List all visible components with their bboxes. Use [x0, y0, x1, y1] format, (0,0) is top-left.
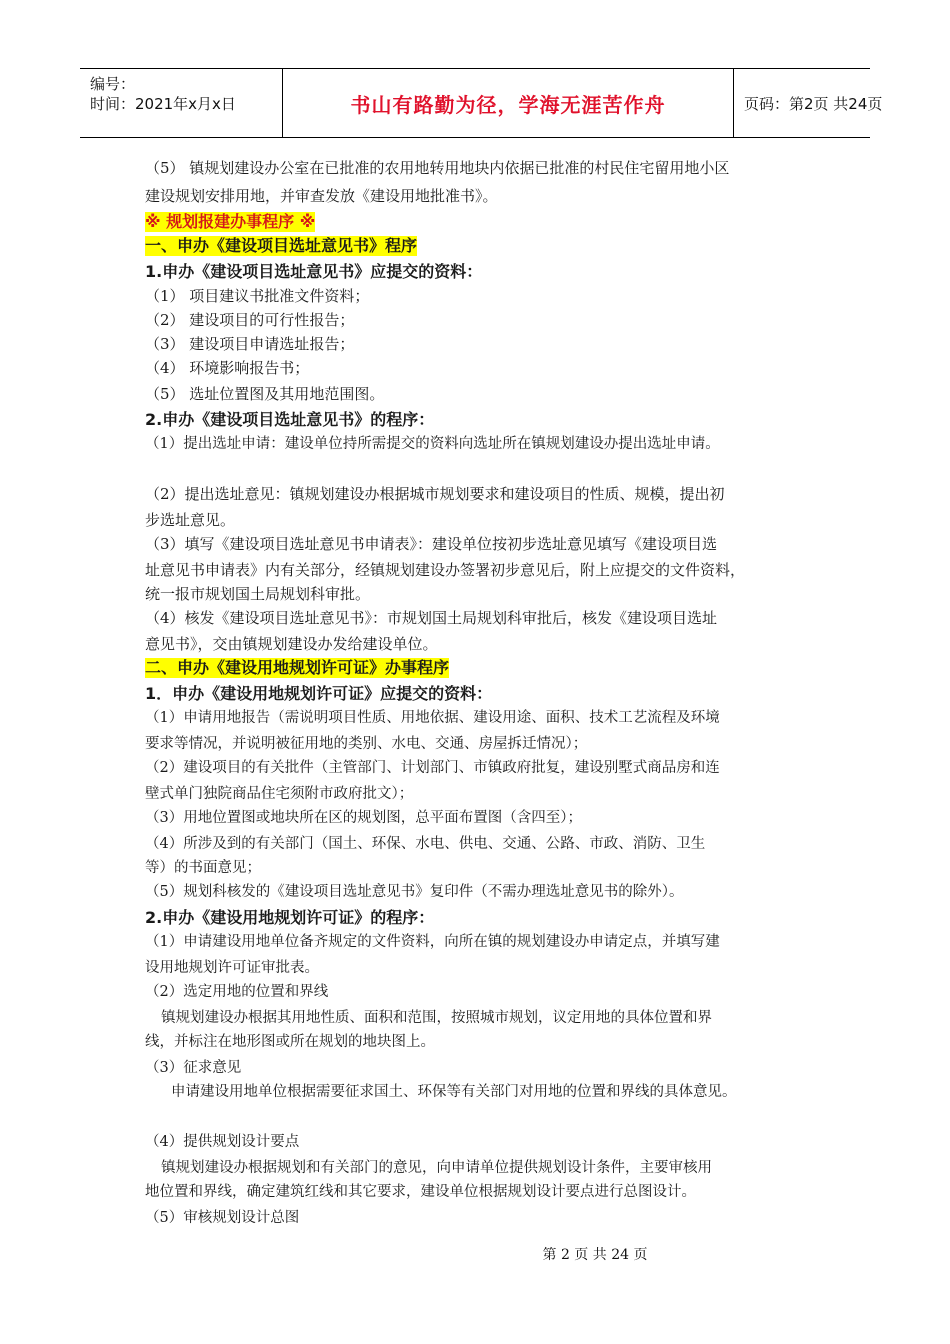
header-page-cell	[734, 69, 883, 137]
paragraph-line: 步选址意见。	[145, 511, 236, 529]
list-item: （4） 环境影响报告书；	[145, 359, 310, 377]
subheading: 2.申办《建设用地规划许可证》的程序：	[145, 908, 435, 927]
paragraph-line: （5） 镇规划建设办公室在已批准的农用地转用地块内依据已批准的村民住宅留用地小区	[145, 159, 730, 177]
list-item: （5） 选址位置图及其用地范围图。	[145, 385, 385, 403]
section-heading-2: 二、申办《建设用地规划许可证》办事程序	[145, 658, 450, 677]
paragraph-line: 线，并标注在地形图或所在规划的地块图上。	[145, 1034, 435, 1050]
paragraph-line: 意见书》，交由镇规划建设办发给建设单位。	[145, 635, 438, 653]
paragraph-line: （4）核发《建设项目选址意见书》：市规划国土局规划科审批后，核发《建设项目选址	[145, 609, 718, 627]
paragraph-line: （3）征求意见	[145, 1060, 242, 1076]
section-heading-1: 一、申办《建设项目选址意见书》程序	[145, 236, 418, 255]
subheading: 1.申办《建设项目选址意见书》应提交的资料：	[145, 262, 483, 281]
paragraph-line: （2）选定用地的位置和界线	[145, 984, 329, 1000]
paragraph-line: （3）填写《建设项目选址意见书申请表》：建设单位按初步选址意见填写《建设项目选	[145, 535, 718, 553]
paragraph-line: 统一报市规划国土局规划科审批。	[145, 585, 371, 603]
paragraph-line: （1）申请建设用地单位备齐规定的文件资料，向所在镇的规划建设办申请定点，并填写建	[145, 934, 720, 950]
footer-page-number: 第 2 页 共 24 页	[542, 1247, 648, 1263]
header-meta-cell	[80, 69, 283, 137]
page-code: 页码：第2页 共24页	[744, 94, 883, 113]
paragraph-line: 等）的书面意见；	[145, 860, 261, 876]
paragraph-line: （1）申请用地报告（需说明项目性质、用地依据、建设用途、面积、技术工艺流程及环境	[145, 710, 720, 726]
list-item: （3） 建设项目申请选址报告；	[145, 335, 355, 353]
subheading: 1．申办《建设用地规划许可证》应提交的资料：	[145, 684, 493, 703]
paragraph-line: 址意见书申请表》内有关部分，经镇规划建设办签署初步意见后，附上应提交的文件资料，	[145, 561, 746, 579]
paragraph-line: 申请建设用地单位根据需要征求国土、环保等有关部门对用地的位置和界线的具体意见。	[171, 1084, 737, 1100]
section-banner: ※ 规划报建办事程序 ※	[145, 212, 316, 231]
document-number: 编号：	[90, 75, 136, 93]
paragraph-line: 设用地规划许可证审批表。	[145, 960, 319, 976]
page-footer	[0, 1244, 950, 1264]
list-item: （1） 项目建议书批准文件资料；	[145, 287, 370, 305]
header-motto-cell	[283, 69, 734, 137]
subheading: 2.申办《建设项目选址意见书》的程序：	[145, 410, 435, 429]
paragraph-line: 要求等情况，并说明被征用地的类别、水电、交通、房屋拆迁情况）；	[145, 736, 588, 752]
paragraph-line: 壁式单门独院商品住宅须附市政府批文）；	[145, 786, 414, 802]
paragraph-line: （2）提出选址意见：镇规划建设办根据城市规划要求和建设项目的性质、规模，提出初	[145, 485, 725, 503]
paragraph-line: 建设规划安排用地，并审查发放《建设用地批准书》。	[145, 187, 498, 205]
paragraph-line: （4）提供规划设计要点	[145, 1134, 300, 1150]
paragraph-line: （5）规划科核发的《建设项目选址意见书》复印件（不需办理选址意见书的除外）。	[145, 884, 684, 900]
paragraph-line: （5）审核规划设计总图	[145, 1210, 300, 1226]
page-header	[80, 68, 883, 138]
paragraph-line: （3）用地位置图或地块所在区的规划图，总平面布置图（含四至）；	[145, 810, 582, 826]
paragraph-line: 镇规划建设办根据其用地性质、面积和范围，按照城市规划，议定用地的具体位置和界	[161, 1010, 712, 1026]
paragraph-line: 地位置和界线，确定建筑红线和其它要求，建设单位根据规划设计要点进行总图设计。	[145, 1184, 696, 1200]
document-time: 时间：2021年x月x日	[90, 95, 236, 113]
paragraph-line: （1）提出选址申请：建设单位持所需提交的资料向选址所在镇规划建设办提出选址申请。	[145, 436, 720, 452]
motto-text: 书山有路勤为径，学海无涯苦作舟	[350, 92, 666, 117]
paragraph-line: 镇规划建设办根据规划和有关部门的意见，向申请单位提供规划设计条件，主要审核用	[161, 1160, 712, 1176]
paragraph-line: （4）所涉及到的有关部门（国土、环保、水电、供电、交通、公路、市政、消防、卫生	[145, 836, 706, 852]
list-item: （2） 建设项目的可行性报告；	[145, 311, 355, 329]
paragraph-line: （2）建设项目的有关批件（主管部门、计划部门、市镇政府批复，建设别墅式商品房和连	[145, 760, 720, 776]
